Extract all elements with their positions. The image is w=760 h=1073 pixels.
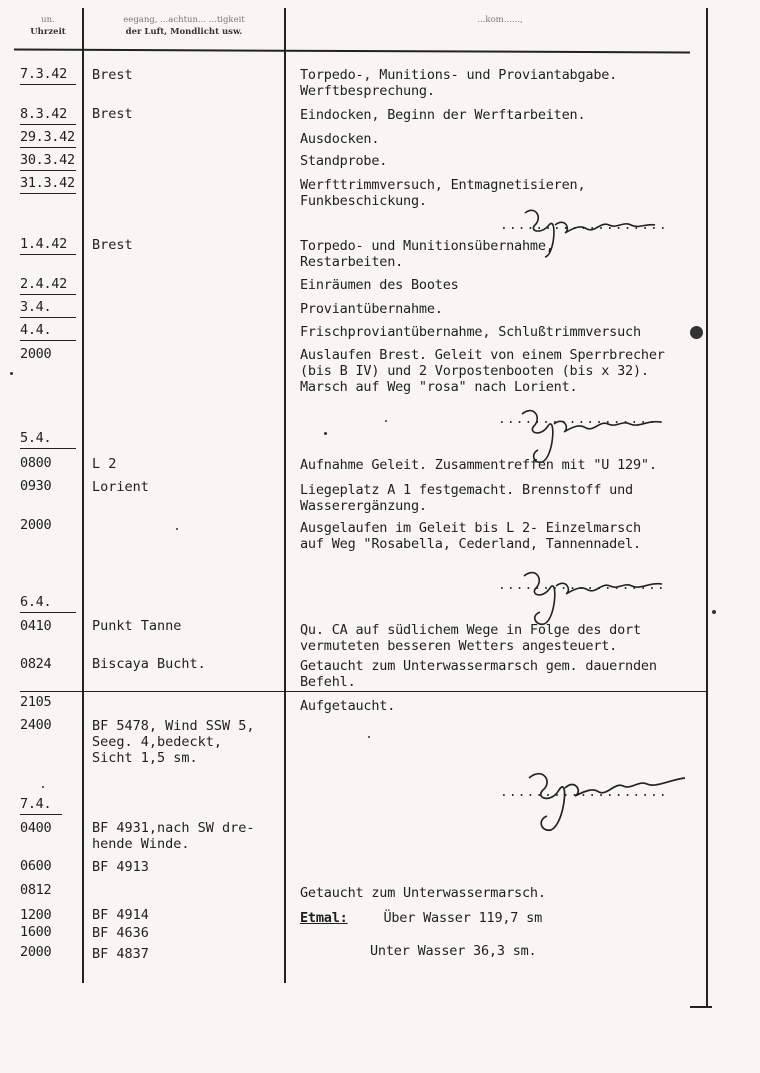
entry-text: Getaucht zum Unterwassermarsch. (300, 885, 546, 901)
signature-line: ................... (498, 412, 666, 427)
date-cell: 31.3.42 (20, 175, 76, 194)
section-rule (20, 691, 706, 692)
ink-speck (10, 372, 13, 375)
etmal-block (300, 910, 600, 926)
entry-text: Getaucht zum Unterwassermarsch gem. dauernden Befehl. (300, 658, 657, 690)
etmal-line-2: Unter Wasser 36,3 sm. (370, 943, 537, 959)
place-cell: L 2 (92, 456, 117, 472)
place-cell: Brest (92, 237, 133, 253)
time-cell: 2400 (20, 717, 52, 733)
date-cell: 29.3.42 (20, 129, 76, 148)
etmal-line-1: Über Wasser 119,7 sm (383, 910, 543, 926)
date-cell: 30.3.42 (20, 152, 76, 171)
ink-speck (385, 420, 387, 422)
bottom-mark (690, 1006, 712, 1008)
entry-text: Torpedo- und Munitionsübernahme, Restarbeiten. (300, 238, 554, 270)
column-divider-2 (284, 8, 286, 983)
entry-text: Eindocken, Beginn der Werftarbeiten. (300, 107, 586, 123)
time-cell: 0600 (20, 858, 52, 874)
header-events (300, 14, 700, 26)
time-cell: 1600 (20, 924, 52, 940)
header-time-top: un. (41, 15, 55, 25)
header-events-top: ...kom......, (477, 15, 523, 25)
place-cell: BF 4636 (92, 925, 149, 941)
date-cell: 2.4.42 (20, 276, 76, 295)
time-cell: 2105 (20, 694, 52, 710)
etmal-line-2-row (370, 927, 630, 959)
header-weather-label: der Luft, Mondlicht usw. (125, 27, 243, 37)
header-weather-top: eegang, ...achtun... ...tigkeit (123, 15, 245, 25)
signature (505, 195, 665, 265)
place-cell: BF 5478, Wind SSW 5, Seeg. 4,bedeckt, Sicht 1,5 sm. (92, 718, 255, 766)
signature (500, 556, 670, 636)
date-cell: 1.4.42 (20, 236, 76, 255)
place-cell: Lorient (92, 479, 149, 495)
entry-text: Ausdocken. (300, 131, 380, 147)
ink-speck (176, 528, 178, 530)
entry-text: Ausgelaufen im Geleit bis L 2- Einzelmarsch auf Weg "Rosabella, Cederland, Tannennadel. (300, 520, 641, 552)
date-cell: 7.4. (20, 796, 62, 815)
entry-text: Liegeplatz A 1 festgemacht. Brennstoff und Wasserergänzung. (300, 482, 633, 514)
date-cell: 8.3.42 (20, 106, 76, 125)
ink-speck (368, 736, 370, 738)
date-cell: 6.4. (20, 594, 76, 613)
place-cell: Punkt Tanne (92, 618, 182, 634)
signature-line: ................... (500, 785, 668, 800)
time-cell: 2000 (20, 517, 52, 533)
place-cell: BF 4913 (92, 859, 149, 875)
entry-text: Werfttrimmversuch, Entmagnetisieren, Funkbeschickung. (300, 177, 586, 209)
time-cell: 0930 (20, 478, 52, 494)
time-cell: 0800 (20, 455, 52, 471)
place-cell: Brest (92, 106, 133, 122)
entry-text: Qu. CA auf südlichem Wege in Folge des dort vermuteten besseren Wetters angesteuert. (300, 622, 641, 654)
place-cell: Biscaya Bucht. (92, 656, 206, 672)
entry-text: Aufnahme Geleit. Zusammentreffen mit "U 129". (300, 457, 657, 473)
place-cell: BF 4931,nach SW dre- hende Winde. (92, 820, 255, 852)
entry-text: Aufgetaucht. (300, 698, 396, 714)
ink-blot (690, 326, 703, 339)
header-time-label: Uhrzeit (30, 27, 66, 37)
time-cell: 0812 (20, 882, 52, 898)
time-cell: 1200 (20, 907, 52, 923)
entry-text: Standprobe. (300, 153, 388, 169)
time-cell: 0410 (20, 618, 52, 634)
entry-text: Frischproviantübernahme, Schlußtrimmversuch (300, 324, 641, 340)
date-cell: 3.4. (20, 299, 76, 318)
signature (500, 392, 670, 472)
entry-text: Torpedo-, Munitions- und Proviantabgabe. Werftbesprechung. (300, 67, 618, 99)
signature-line: ................... (500, 218, 668, 233)
entry-text: Auslaufen Brest. Geleit von einem Sperrbrecher (bis B IV) und 2 Vorpostenbooten (bis x 32). Marsch auf Weg "rosa" nach Lorient. (300, 347, 665, 395)
entry-text: Einräumen des Bootes (300, 277, 459, 293)
column-divider-1 (82, 8, 84, 983)
place-cell: BF 4914 (92, 907, 149, 923)
signature-line: ................... (498, 578, 666, 593)
ink-speck (42, 786, 44, 788)
date-cell: 4.4. (20, 322, 76, 341)
header-weather (86, 14, 282, 38)
header-rule (14, 49, 690, 54)
time-cell: 0400 (20, 820, 52, 836)
ink-speck (324, 432, 327, 435)
time-cell: 2000 (20, 944, 52, 960)
header-time (20, 14, 76, 38)
time-cell: 2000 (20, 346, 52, 362)
signature (505, 748, 695, 838)
place-cell: BF 4837 (92, 946, 149, 962)
entry-text: Proviantübernahme. (300, 301, 443, 317)
place-cell: Brest (92, 67, 133, 83)
time-cell: 0824 (20, 656, 52, 672)
date-cell: 7.3.42 (20, 66, 76, 85)
date-cell: 5.4. (20, 430, 76, 449)
ink-speck (712, 610, 716, 614)
etmal-label: Etmal: (300, 910, 348, 926)
